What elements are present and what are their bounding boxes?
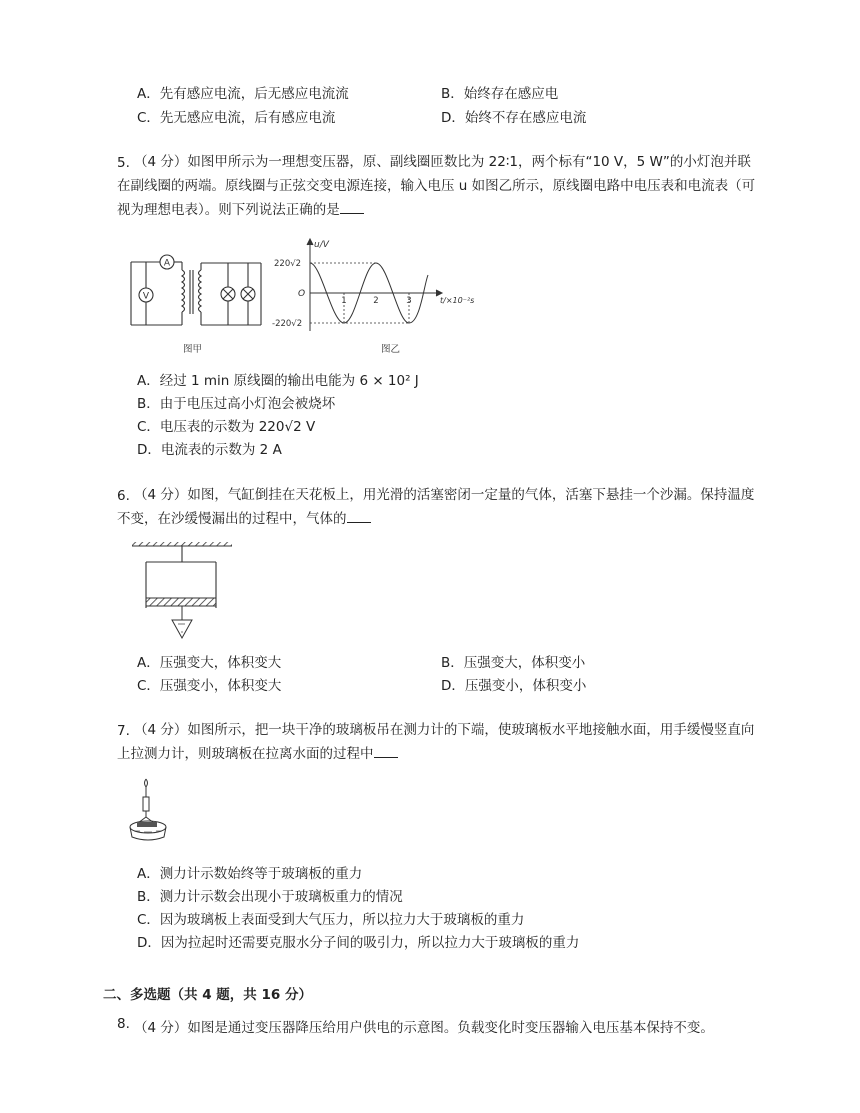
graph-x-tick-1: 1	[341, 296, 347, 306]
q4-option-b[interactable]: B．始终存在感应电	[441, 86, 559, 102]
q6-option-d[interactable]: D．压强变小，体积变小	[441, 678, 587, 694]
graph-x-label: t/×10⁻²s	[440, 296, 475, 305]
q5-figure-graph	[272, 235, 488, 335]
q5-number: 5.	[117, 155, 130, 171]
q4-option-d[interactable]: D．始终不存在感应电流	[441, 110, 587, 126]
q6-figure-cylinder	[130, 540, 240, 645]
q4-option-c[interactable]: C．先无感应电流，后有感应电流	[137, 110, 336, 126]
q5-option-a[interactable]: A．经过 1 min 原线圈的输出电能为 6 × 10² J	[137, 373, 419, 389]
q6-stem: （4 分）如图，气缸倒挂在天花板上，用光滑的活塞密闭一定量的气体，活塞下悬挂一个沙漏。保持温度不变，在沙缓慢漏出的过程中，气体的	[117, 487, 755, 527]
ammeter-label: A	[163, 258, 171, 269]
q6-option-b[interactable]: B．压强变大，体积变小	[441, 655, 586, 671]
q5-figure-right-caption: 图乙	[381, 344, 401, 355]
q7-figure-glass-plate	[126, 775, 176, 845]
q7-number: 7.	[117, 723, 130, 739]
graph-x-tick-3: 3	[406, 296, 412, 306]
q6-option-c[interactable]: C．压强变小，体积变大	[137, 678, 282, 694]
q6-answer-blank[interactable]	[347, 509, 371, 523]
graph-y-bottom: -220√2	[272, 319, 303, 329]
q5-answer-blank[interactable]	[340, 200, 364, 214]
q7-option-a[interactable]: A．测力计示数始终等于玻璃板的重力	[137, 866, 363, 882]
q7-answer-blank[interactable]	[374, 744, 398, 758]
q5-option-d[interactable]: D．电流表的示数为 2 A	[137, 442, 282, 458]
q7-stem: （4 分）如图所示，把一块干净的玻璃板吊在测力计的下端，使玻璃板水平地接触水面，用手缓慢竖直向上拉测力计，则玻璃板在拉离水面的过程中	[117, 722, 755, 762]
graph-y-top: 220√2	[274, 259, 302, 269]
q6-number: 6.	[117, 488, 130, 504]
section-title: 二、多选题（共 4 题，共 16 分）	[103, 987, 312, 1003]
q8-number: 8.	[117, 1016, 130, 1032]
q5-figure-circuit	[128, 250, 266, 330]
q5-figure-left-caption: 图甲	[183, 344, 203, 355]
graph-origin: O	[298, 289, 306, 299]
graph-x-tick-2: 2	[373, 296, 379, 306]
q6-option-a[interactable]: A．压强变大，体积变大	[137, 655, 282, 671]
q7-option-b[interactable]: B．测力计示数会出现小于玻璃板重力的情况	[137, 889, 403, 905]
voltmeter-label: V	[142, 291, 150, 302]
q5-stem: （4 分）如图甲所示为一理想变压器，原、副线圈匝数比为 22∶1，两个标有“10 V，5 W”的小灯泡并联在副线圈的两端。原线圈与正弦交变电源连接，输入电压 u 如图乙所示，原线圈电路中电压表和电流表（可视为理想电表）。则下列说法正确的是	[117, 154, 756, 218]
graph-y-label: u/V	[314, 240, 329, 250]
q5-option-b[interactable]: B．由于电压过高小灯泡会被烧坏	[137, 396, 336, 412]
q8-stem: （4 分）如图是通过变压器降压给用户供电的示意图。负载变化时变压器输入电压基本保持不变。	[134, 1020, 714, 1036]
q7-option-d[interactable]: D．因为拉起时还需要克服水分子间的吸引力，所以拉力大于玻璃板的重力	[137, 935, 580, 951]
q5-option-c[interactable]: C．电压表的示数为 220√2 V	[137, 419, 316, 435]
q4-option-a[interactable]: A．先有感应电流，后无感应电流流	[137, 86, 349, 102]
q7-option-c[interactable]: C．因为玻璃板上表面受到大气压力，所以拉力大于玻璃板的重力	[137, 912, 525, 928]
